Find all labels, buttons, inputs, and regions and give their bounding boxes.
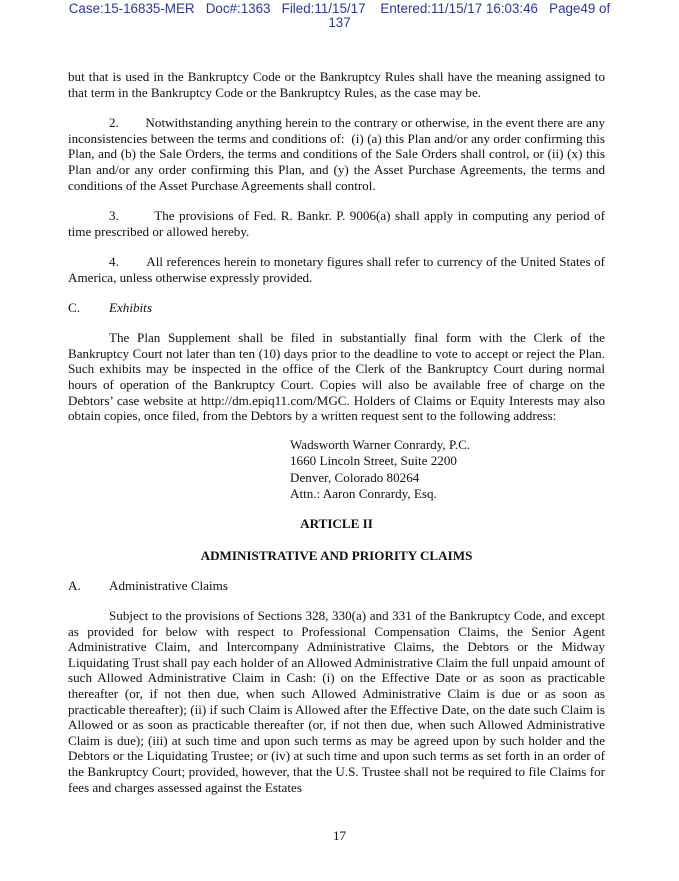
section-c-letter: C. <box>68 299 81 315</box>
paragraph-exhibits: The Plan Supplement shall be filed in substantially final form with the Clerk of the Bankruptcy Court not later than ten (10) days prior to the deadline to vote to accept or reject the Plan. Such exhibits may be inspected in the office of the Clerk of the Bankruptcy Court during normal hours of operation of the Bankruptcy Court. Copies will also be available free of charge on the Debtors’ case website at http://dm.epiq11.com/MGC. Holders of Claims or Equity Interests may also obtain copies, once filed, from the Debtors by a written request sent to the following address: <box>68 330 605 424</box>
section-a-heading <box>68 578 605 594</box>
paragraph-4: 4. All references herein to monetary figures shall refer to currency of the United States of America, unless otherwise expressly provided. <box>68 254 608 285</box>
section-c-heading <box>68 300 605 316</box>
case-header-line1: Case:15-16835-MER Doc#:1363 Filed:11/15/17 Entered:11/15/17 16:03:46 Page49 of <box>68 1 611 16</box>
section-a-title: Administrative Claims <box>109 577 228 593</box>
article-title: ADMINISTRATIVE AND PRIORITY CLAIMS <box>200 547 473 563</box>
case-header <box>0 2 679 30</box>
address-line-4: Attn.: Aaron Conrardy, Esq. <box>290 485 437 501</box>
paragraph-2: 2. Notwithstanding anything herein to the contrary or otherwise, in the event there are any inconsistencies between the terms and conditions of: (i) (a) this Plan and/or any order confirming this Plan, and (b) the Sale Orders, the terms and conditions of the Sale Orders shall control, or (ii) (x) this Plan and/or any order confirming this Plan, and (y) the Asset Purchase Agreements, the terms and conditions of the Asset Purchase Agreements shall control. <box>68 115 609 193</box>
section-c-title: Exhibits <box>109 299 152 315</box>
page-number: 17 <box>332 828 347 843</box>
section-a-letter: A. <box>68 577 81 593</box>
address-line-3: Denver, Colorado 80264 <box>290 469 420 485</box>
address-line-1: Wadsworth Warner Conrardy, P.C. <box>290 436 471 452</box>
article-label: ARTICLE II <box>300 516 373 532</box>
address-line-2: 1660 Lincoln Street, Suite 2200 <box>290 453 457 469</box>
paragraph-continuation: but that is used in the Bankruptcy Code or the Bankruptcy Rules shall have the meaning assigned to that term in the Bankruptcy Code or the Bankruptcy Rules, as the case may be. <box>68 69 605 100</box>
document-body <box>68 69 609 795</box>
paragraph-3: 3. The provisions of Fed. R. Bankr. P. 9006(a) shall apply in computing any period of time prescribed or allowed hereby. <box>68 208 609 239</box>
paragraph-administrative-claims: Subject to the provisions of Sections 328, 330(a) and 331 of the Bankruptcy Code, and except as provided for below with respect to Professional Compensation Claims, the Senior Agent Administrative Claim, and Intercompany Administrative Claims, the Debtors or the Midway Liquidating Trust shall pay each holder of an Allowed Administrative Claim the full unpaid amount of such Allowed Administrative Claim in Cash: (i) on the Effective Date or as soon as practicable thereafter (or, if not then due, when such Allowed Administrative Claim is due or as soon as practicable thereafter); (ii) if such Claim is Allowed after the Effective Date, on the date such Claim is Allowed or as soon as practicable thereafter (or, if not then due, when such Allowed Administrative Claim is due); (iii) at such time and upon such terms as may be agreed upon by such holder and the Debtors or the Liquidating Trustee; or (iv) at such time and upon such terms as set forth in an order of the Bankruptcy Court; provided, however, that the U.S. Trustee shall not be required to file Claims for fees and charges assessed against the Estates <box>68 608 605 795</box>
case-header-line2: 137 <box>328 15 351 30</box>
mailing-address <box>290 437 605 503</box>
